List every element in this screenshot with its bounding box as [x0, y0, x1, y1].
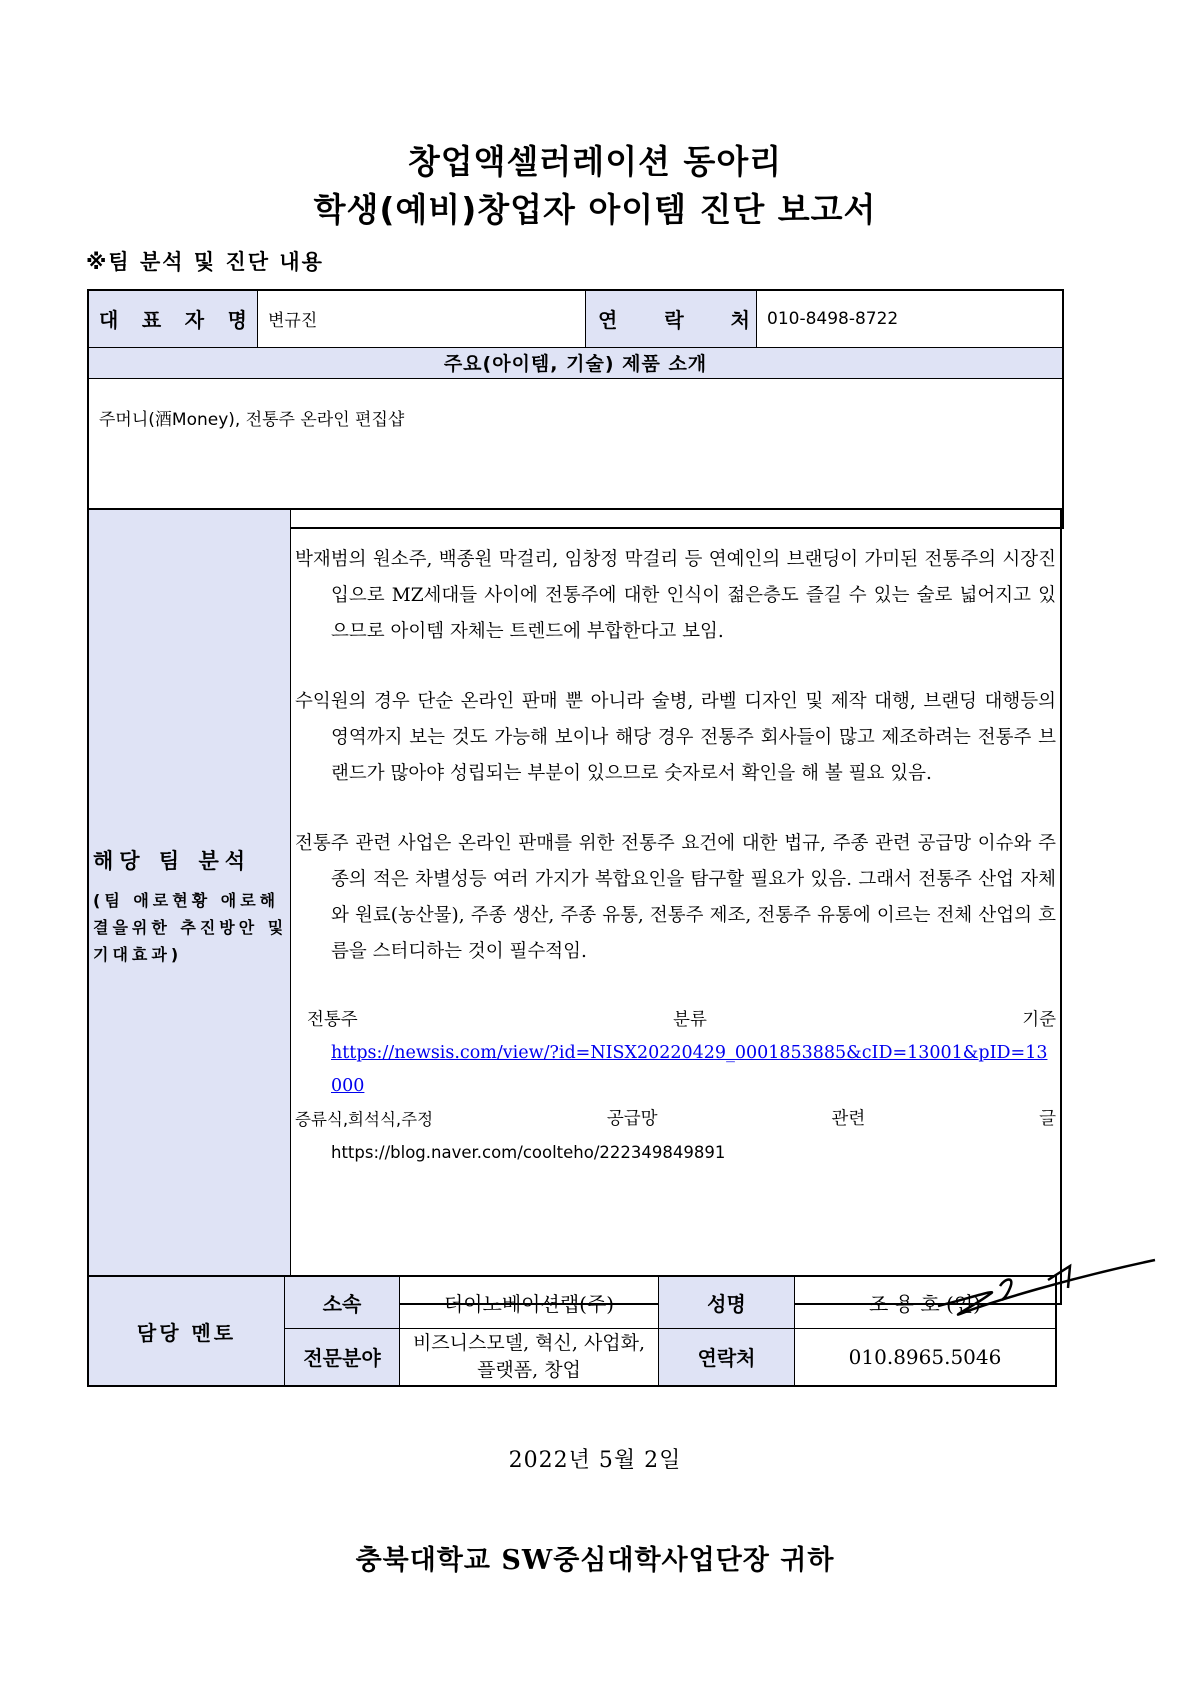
ref-word: 기준 [1022, 1010, 1056, 1030]
product-intro-band: 주요(아이템, 기술) 제품 소개 [88, 347, 1063, 378]
contact-label-char: 연 [598, 308, 618, 333]
analysis-label-sub: (팀 애로현황 애로해결을위한 추진방안 및 기대효과) [93, 891, 288, 964]
contact-label [586, 290, 757, 347]
ref-word: 전통주 [307, 1010, 358, 1030]
rep-label-char: 대 [99, 308, 119, 333]
mentor-name-value: 조 용 호 (인) [795, 1276, 1057, 1328]
reference-1-title [295, 1004, 1056, 1037]
recipient-line: 충북대학교 SW중심대학사업단장 귀하 [355, 1545, 835, 1576]
report-date: 2022년 5월 2일 [508, 1448, 682, 1473]
rep-label-char: 표 [141, 308, 162, 333]
section-note: ※팀 분석 및 진단 내용 [86, 250, 324, 274]
mentor-signature [930, 1258, 1160, 1328]
reference-2-title [295, 1103, 1056, 1136]
rep-label-char: 자 [184, 308, 205, 333]
product-intro-text: 주머니(酒Money), 전통주 온라인 편집샵 [88, 378, 1063, 528]
mentor-phone-label: 연락처 [659, 1328, 795, 1386]
ref-word: 공급망 [606, 1109, 658, 1129]
analysis-table [87, 508, 1062, 1305]
document-title-line1: 창업액셀러레이션 동아리 [407, 142, 783, 181]
ref-word: 분류 [673, 1010, 707, 1030]
references [295, 1004, 1056, 1169]
analysis-paragraph-1: 박재범의 원소주, 백종원 막걸리, 임창정 막걸리 등 연예인의 브랜딩이 가미된 전통주의 시장진입으로 MZ세대들 사이에 전통주에 대한 인식이 젊은층도 즐길 수 있는 술로 넓어지고 있으므로 아이템 자체는 트렌드에 부합한다고 보임. [295, 549, 1056, 642]
rep-name-label [88, 290, 258, 347]
reference-1-link[interactable]: https://newsis.com/view/?id=NISX20220429_0001853885&cID=13001&pID=13000 [331, 1043, 1048, 1096]
mentor-name-label: 성명 [659, 1276, 795, 1328]
contact-label-char: 락 [664, 308, 684, 333]
mentor-table [87, 1275, 1057, 1387]
field-value: 비즈니스모델, 혁신, 사업화, 플랫폼, 창업 [400, 1328, 659, 1386]
analysis-body [291, 509, 1062, 1304]
affiliation-value: 더이노베이션랩(주) [400, 1276, 659, 1328]
reference-2-url: https://blog.naver.com/coolteho/222349849891 [331, 1143, 726, 1162]
ref-word: 관련 [831, 1109, 866, 1129]
contact-label-char: 처 [730, 308, 750, 333]
affiliation-label: 소속 [285, 1276, 400, 1328]
ref-word: 증류식,희석식,주정 [295, 1110, 434, 1129]
info-table [87, 289, 1064, 529]
analysis-label [88, 509, 291, 1304]
analysis-paragraph-3: 전통주 관련 사업은 온라인 판매를 위한 전통주 요건에 대한 법규, 주종 관련 공급망 이슈와 주종의 적은 차별성등 여러 가지가 복합요인을 탐구할 필요가 있음. 그래서 전통주 산업 자체와 원료(농산물), 주종 생산, 주종 유통, 전통주 제조, 전통주 유통에 이르는 전체 산업의 흐름을 스터디하는 것이 필수적임. [295, 833, 1056, 962]
analysis-paragraph-2: 수익원의 경우 단순 온라인 판매 뿐 아니라 술병, 라벨 디자인 및 제작 대행, 브랜딩 대행등의 영역까지 보는 것도 가능해 보이나 해당 경우 전통주 회사들이 많고 제조하려는 전통주 브랜드가 많아야 성립되는 부분이 있으므로 숫자로서 확인을 해 볼 필요 있음. [295, 691, 1056, 784]
rep-label-char: 명 [227, 308, 247, 333]
mentor-label: 담당 멘토 [88, 1276, 285, 1386]
contact-value: 010-8498-8722 [757, 290, 1064, 347]
ref-word: 글 [1039, 1109, 1056, 1129]
analysis-label-main: 해당 팀 분석 [93, 849, 252, 873]
rep-name-value: 변규진 [258, 290, 586, 347]
field-label: 전문분야 [285, 1328, 400, 1386]
document-title-line2: 학생(예비)창업자 아이템 진단 보고서 [313, 190, 877, 229]
mentor-phone-value: 010.8965.5046 [795, 1328, 1057, 1386]
